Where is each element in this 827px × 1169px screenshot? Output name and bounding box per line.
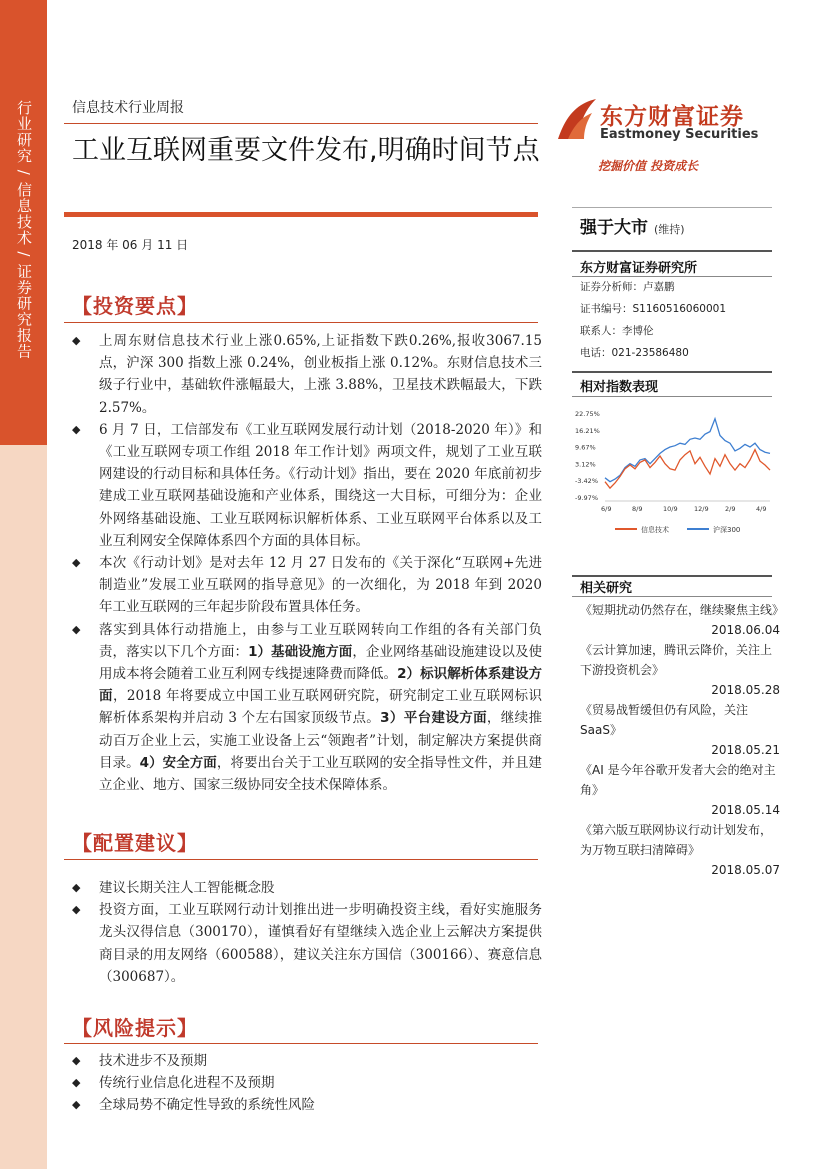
related-item[interactable] [580, 760, 780, 820]
diamond-bullet-icon: ◆ [72, 1076, 81, 1090]
related-date: 2018.05.07 [711, 863, 780, 877]
x-tick-label: 8/9 [632, 505, 643, 513]
section-divider [64, 322, 538, 323]
relative-index-heading: 相对指数表现 [580, 380, 659, 395]
y-tick-label: 9.67% [575, 443, 596, 452]
diamond-bullet-icon: ◆ [72, 334, 81, 347]
invest-list [72, 330, 542, 796]
related-item[interactable] [580, 820, 780, 880]
diamond-bullet-icon: ◆ [72, 881, 81, 894]
sidebar [0, 0, 47, 1169]
contact-name: 联系人：李博伦 [580, 325, 654, 337]
related-date: 2018.05.21 [711, 743, 780, 757]
legend-label: 沪深300 [713, 526, 741, 534]
right-divider [572, 371, 772, 373]
header-divider [64, 123, 538, 124]
diamond-bullet-icon: ◆ [72, 556, 81, 570]
y-tick-label: 3.12% [575, 460, 596, 469]
related-item[interactable] [580, 640, 780, 700]
contact-phone: 电话：021-23586480 [580, 347, 689, 359]
related-date: 2018.06.04 [711, 623, 780, 637]
diamond-bullet-icon: ◆ [72, 903, 81, 917]
list-item: ◆ 全球局势不确定性导致的系统性风险 [72, 1094, 542, 1116]
rating-divider [572, 207, 772, 208]
related-title[interactable]: 《短期扰动仍然存在，继续聚焦主线》 [580, 603, 785, 617]
rating-note: (维持) [654, 223, 685, 236]
section-heading-invest: 【投资要点】 [72, 294, 198, 318]
config-list [72, 877, 542, 988]
analyst-name: 证券分析师：卢嘉鹏 [580, 281, 675, 293]
list-item: ◆ 上周东财信息技术行业上涨0.65%,上证指数下跌0.26%,报收3067.15点，沪深 300 指数上涨 0.24%，创业板指上涨 0.12%。东财信息技术三级子行业中，基础软件涨幅最大，上涨 3.88%，卫星技术跌幅最大，下跌 2.57%。 [72, 330, 542, 419]
slogan: 挖掘价值 投资成长 [598, 159, 699, 173]
related-item[interactable] [580, 700, 780, 760]
institute-name: 东方财富证券研究所 [580, 261, 698, 276]
relative-index-chart [575, 405, 775, 565]
diamond-bullet-icon: ◆ [72, 1054, 81, 1067]
section-divider [64, 1043, 538, 1044]
rating: 强于大市 (维持) [580, 218, 685, 238]
section-heading-risk: 【风险提示】 [72, 1016, 198, 1040]
series-line [605, 419, 770, 482]
right-divider [572, 276, 772, 277]
legend-label: 信息技术 [641, 526, 669, 534]
related-heading: 相关研究 [580, 581, 633, 596]
report-date: 2018 年 06 月 11 日 [72, 238, 189, 252]
analyst-cert: 证书编号：S1160516060001 [580, 303, 727, 315]
risk-list [72, 1050, 542, 1117]
y-tick-label: 22.75% [575, 410, 600, 418]
y-tick-label: 16.21% [575, 426, 600, 435]
series-line [605, 450, 770, 489]
x-tick-label: 12/9 [694, 505, 709, 513]
related-date: 2018.05.28 [711, 683, 780, 697]
related-title[interactable]: 《AI 是今年谷歌开发者大会的绝对主角》 [580, 763, 776, 797]
page-title: 工业互联网重要文件发布,明确时间节点 [72, 135, 540, 166]
logo-text-en: Eastmoney Securities [600, 127, 759, 142]
sidebar-tint [0, 445, 47, 1169]
x-tick-label: 2/9 [725, 505, 736, 513]
related-item[interactable] [580, 600, 785, 640]
section-divider [64, 859, 538, 860]
list-item: ◆ 落实到具体行动措施上，由参与工业互联网转向工作组的各有关部门负责，落实以下几个方面：1）基础设施方面，企业网络基础设施建设以及使用成本将会随着工业互利网专线提速降费而降低。2）标识解析体系建设方面，2018 年将要成立中国工业互联网研究院，研究制定工业互联网标识解析体系架构并启动 3 个左右国家顶级节点。3）平台建设方面，继续推动百万企业上云，实施工业设备上云“领跑者”计划，制定解决方案提供商目录。4）安全方面，将要出台关于工业互联网的安全指导性文件，并且建立企业、地方、国家三级协同安全技术保障体系。 [72, 619, 542, 797]
logo-text-cn: 东方财富证券 [600, 104, 744, 130]
right-divider [572, 250, 772, 252]
diamond-bullet-icon: ◆ [72, 622, 81, 636]
sidebar-label: 行业研究 / 信息技术 / 证券研究报告 [15, 100, 33, 360]
related-title[interactable]: 《第六版互联网协议行动计划发布，为万物互联扫清障碍》 [580, 823, 773, 857]
list-item: ◆ 建议长期关注人工智能概念股 [72, 877, 542, 899]
list-item: ◆ 6 月 7 日，工信部发布《工业互联网发展行动计划（2018-2020 年）》和《工业互联网专项工作组 2018 年工作计划》两项文件，规划了工业互联网建设的行动目标和具体任务。《行动计划》指出，要在 2020 年底前初步建成工业互联网基础设施和产业体系，围绕这一大目标，可细分为：企业外网络基础设施、工业互联网标识解析体系、工业互联网平台体系以及工业互利网安全保障体系四个方面的具体目标。 [72, 419, 542, 552]
related-title[interactable]: 《云计算加速，腾讯云降价，关注上下游投资机会》 [580, 643, 773, 677]
x-tick-label: 6/9 [601, 505, 612, 513]
report-type: 信息技术行业周报 [72, 100, 184, 116]
related-title[interactable]: 《贸易战暂缓但仍有风险，关注 SaaS》 [580, 703, 749, 737]
right-divider [572, 596, 772, 597]
x-tick-label: 4/9 [756, 505, 767, 513]
title-divider [64, 212, 538, 217]
diamond-bullet-icon: ◆ [72, 1098, 81, 1112]
list-item: ◆ 技术进步不及预期 [72, 1050, 542, 1072]
list-item: ◆ 投资方面，工业互联网行动计划推出进一步明确投资主线，看好实施服务龙头汉得信息（300170），谨慎看好有望继续入选企业上云解决方案提供商目录的用友网络（600588），建议关注东方国信（300166）、赛意信息（300687）。 [72, 899, 542, 988]
list-item: ◆ 传统行业信息化进程不及预期 [72, 1072, 542, 1094]
y-tick-label: -9.97% [575, 494, 598, 502]
related-date: 2018.05.14 [711, 803, 780, 817]
list-item: ◆ 本次《行动计划》是对去年 12 月 27 日发布的《关于深化“互联网+先进制造业”发展工业互联网的指导意见》的一次细化，为 2018 年到 2020 年工业互联网的三年起步阶段布置具体任务。 [72, 552, 542, 619]
section-heading-config: 【配置建议】 [72, 831, 198, 855]
right-divider [572, 396, 772, 397]
diamond-bullet-icon: ◆ [72, 422, 81, 436]
x-tick-label: 10/9 [663, 505, 678, 513]
y-tick-label: -3.42% [575, 477, 598, 486]
related-list [580, 600, 785, 880]
